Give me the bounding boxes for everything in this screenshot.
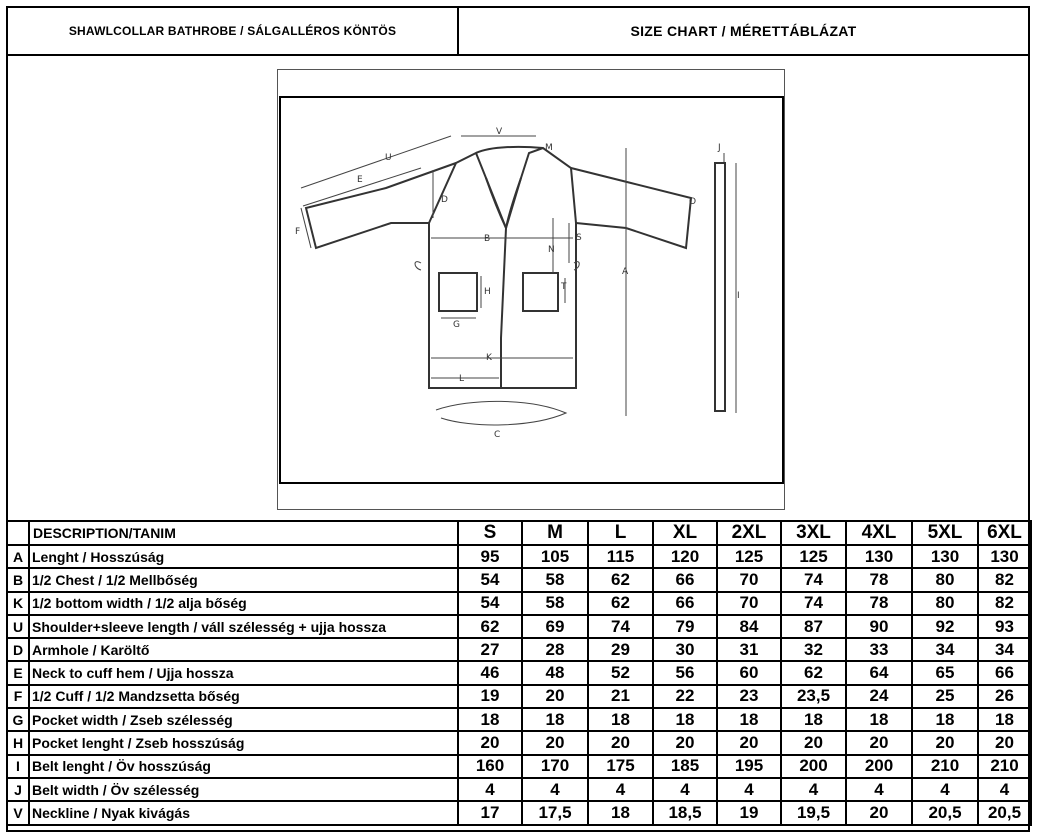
- measure-description: Neck to cuff hem / Ujja hossza: [29, 661, 458, 684]
- product-title: SHAWLCOLLAR BATHROBE / SÁLGALLÉROS KÖNTÖS: [6, 6, 459, 56]
- measure-value: 22: [653, 685, 717, 708]
- measure-description: Lenght / Hosszúság: [29, 545, 458, 568]
- size-header: 6XL: [978, 521, 1031, 545]
- measure-value: 34: [912, 638, 978, 661]
- bathrobe-diagram: [279, 96, 784, 484]
- measure-value: 30: [653, 638, 717, 661]
- table-row: [7, 731, 1031, 754]
- measure-value: 175: [588, 755, 653, 778]
- measure-value: 18: [588, 801, 653, 824]
- measure-value: 74: [781, 568, 846, 591]
- measure-value: 18: [978, 708, 1031, 731]
- measure-value: 20: [781, 731, 846, 754]
- measure-value: 170: [522, 755, 588, 778]
- measure-value: 70: [717, 568, 781, 591]
- measure-description: 1/2 Chest / 1/2 Mellbőség: [29, 568, 458, 591]
- measure-value: 20: [522, 731, 588, 754]
- measure-value: 66: [653, 568, 717, 591]
- svg-text:M: M: [545, 143, 553, 153]
- measure-value: 4: [717, 778, 781, 801]
- svg-text:N: N: [548, 245, 555, 255]
- measure-value: 130: [912, 545, 978, 568]
- measure-value: 20: [846, 731, 912, 754]
- measure-description: Pocket lenght / Zseb hosszúság: [29, 731, 458, 754]
- measure-value: 17: [458, 801, 522, 824]
- table-row: [7, 545, 1031, 568]
- svg-text:L: L: [459, 374, 465, 384]
- svg-text:D: D: [441, 195, 448, 205]
- measure-value: 4: [588, 778, 653, 801]
- measure-value: 20: [522, 685, 588, 708]
- measure-value: 19: [458, 685, 522, 708]
- measure-value: 20: [978, 731, 1031, 754]
- measure-value: 17,5: [522, 801, 588, 824]
- measure-value: 80: [912, 592, 978, 615]
- svg-text:I: I: [737, 291, 740, 301]
- measure-code: U: [7, 615, 29, 638]
- measure-code: J: [7, 778, 29, 801]
- measure-value: 66: [978, 661, 1031, 684]
- measure-code: D: [7, 638, 29, 661]
- svg-text:A: A: [622, 267, 629, 277]
- size-header: XL: [653, 521, 717, 545]
- measure-description: Neckline / Nyak kivágás: [29, 801, 458, 824]
- table-row: [7, 708, 1031, 731]
- code-header: [7, 521, 29, 545]
- measure-value: 79: [653, 615, 717, 638]
- size-header: 2XL: [717, 521, 781, 545]
- size-header-row: [7, 521, 1031, 545]
- measure-value: 18: [522, 708, 588, 731]
- measure-value: 4: [912, 778, 978, 801]
- measure-description: Belt lenght / Öv hosszúság: [29, 755, 458, 778]
- measure-value: 65: [912, 661, 978, 684]
- measure-value: 82: [978, 568, 1031, 591]
- measure-code: F: [7, 685, 29, 708]
- measure-value: 27: [458, 638, 522, 661]
- measure-value: 48: [522, 661, 588, 684]
- measure-value: 54: [458, 592, 522, 615]
- measure-value: 4: [522, 778, 588, 801]
- measure-value: 125: [717, 545, 781, 568]
- measure-value: 105: [522, 545, 588, 568]
- measure-value: 115: [588, 545, 653, 568]
- measure-value: 18: [653, 708, 717, 731]
- measure-value: 20: [717, 731, 781, 754]
- measure-value: 160: [458, 755, 522, 778]
- measure-value: 19: [717, 801, 781, 824]
- measure-value: 18: [717, 708, 781, 731]
- size-table: [6, 520, 1032, 826]
- measure-value: 64: [846, 661, 912, 684]
- table-row: [7, 568, 1031, 591]
- measure-value: 200: [846, 755, 912, 778]
- measure-value: 62: [588, 568, 653, 591]
- measure-value: 34: [978, 638, 1031, 661]
- measure-value: 69: [522, 615, 588, 638]
- measure-value: 23: [717, 685, 781, 708]
- measure-value: 90: [846, 615, 912, 638]
- measure-value: 87: [781, 615, 846, 638]
- svg-text:B: B: [484, 234, 491, 244]
- measure-code: H: [7, 731, 29, 754]
- measure-value: 130: [978, 545, 1031, 568]
- measure-value: 210: [912, 755, 978, 778]
- measure-value: 18: [912, 708, 978, 731]
- measure-value: 70: [717, 592, 781, 615]
- measure-code: K: [7, 592, 29, 615]
- measure-value: 80: [912, 568, 978, 591]
- svg-text:O: O: [689, 197, 697, 207]
- measure-value: 120: [653, 545, 717, 568]
- measure-value: 185: [653, 755, 717, 778]
- measure-value: 20,5: [978, 801, 1031, 824]
- measure-description: 1/2 Cuff / 1/2 Mandzsetta bőség: [29, 685, 458, 708]
- measure-value: 4: [781, 778, 846, 801]
- svg-text:U: U: [385, 153, 392, 163]
- measure-value: 18: [781, 708, 846, 731]
- measure-value: 210: [978, 755, 1031, 778]
- svg-text:K: K: [486, 353, 492, 363]
- measure-value: 74: [781, 592, 846, 615]
- svg-text:V: V: [496, 127, 503, 137]
- table-row: [7, 685, 1031, 708]
- measure-value: 78: [846, 592, 912, 615]
- measure-value: 25: [912, 685, 978, 708]
- measure-value: 92: [912, 615, 978, 638]
- size-header: 3XL: [781, 521, 846, 545]
- measure-description: Pocket width / Zseb szélesség: [29, 708, 458, 731]
- measure-value: 20: [912, 731, 978, 754]
- table-row: [7, 592, 1031, 615]
- measure-value: 52: [588, 661, 653, 684]
- measure-value: 28: [522, 638, 588, 661]
- bathrobe-sketch: [281, 98, 782, 482]
- svg-text:C: C: [494, 430, 501, 440]
- measure-value: 78: [846, 568, 912, 591]
- measure-value: 62: [458, 615, 522, 638]
- measure-value: 93: [978, 615, 1031, 638]
- measure-code: G: [7, 708, 29, 731]
- table-row: [7, 778, 1031, 801]
- measure-value: 200: [781, 755, 846, 778]
- measure-code: E: [7, 661, 29, 684]
- size-chart-title: SIZE CHART / MÉRETTÁBLÁZAT: [457, 6, 1030, 56]
- measure-value: 4: [458, 778, 522, 801]
- measure-value: 195: [717, 755, 781, 778]
- measure-value: 33: [846, 638, 912, 661]
- measure-value: 82: [978, 592, 1031, 615]
- size-header: S: [458, 521, 522, 545]
- measure-value: 74: [588, 615, 653, 638]
- measure-description: Armhole / Karöltő: [29, 638, 458, 661]
- measure-value: 4: [653, 778, 717, 801]
- measure-value: 4: [846, 778, 912, 801]
- svg-text:S: S: [576, 233, 582, 243]
- description-header: DESCRIPTION/TANIM: [29, 521, 458, 545]
- measure-value: 31: [717, 638, 781, 661]
- table-row: [7, 755, 1031, 778]
- measure-value: 130: [846, 545, 912, 568]
- measure-value: 54: [458, 568, 522, 591]
- measure-value: 32: [781, 638, 846, 661]
- measure-value: 29: [588, 638, 653, 661]
- measure-description: Belt width / Öv szélesség: [29, 778, 458, 801]
- measure-value: 62: [588, 592, 653, 615]
- measure-value: 19,5: [781, 801, 846, 824]
- measure-code: B: [7, 568, 29, 591]
- table-row: [7, 801, 1031, 824]
- measure-value: 21: [588, 685, 653, 708]
- measure-value: 4: [978, 778, 1031, 801]
- measure-value: 18: [588, 708, 653, 731]
- measure-value: 20: [846, 801, 912, 824]
- measure-value: 18: [846, 708, 912, 731]
- table-row: [7, 615, 1031, 638]
- measure-value: 56: [653, 661, 717, 684]
- size-header: L: [588, 521, 653, 545]
- measure-value: 20: [458, 731, 522, 754]
- table-row: [7, 638, 1031, 661]
- measure-value: 60: [717, 661, 781, 684]
- measure-value: 20: [588, 731, 653, 754]
- svg-text:F: F: [295, 227, 301, 237]
- measure-value: 62: [781, 661, 846, 684]
- measure-value: 26: [978, 685, 1031, 708]
- size-header: M: [522, 521, 588, 545]
- measure-value: 58: [522, 568, 588, 591]
- size-header: 5XL: [912, 521, 978, 545]
- measure-value: 23,5: [781, 685, 846, 708]
- measure-value: 18: [458, 708, 522, 731]
- measure-value: 20,5: [912, 801, 978, 824]
- svg-text:G: G: [453, 320, 460, 330]
- measure-code: V: [7, 801, 29, 824]
- measure-value: 18,5: [653, 801, 717, 824]
- size-header: 4XL: [846, 521, 912, 545]
- measure-value: 66: [653, 592, 717, 615]
- svg-text:T: T: [561, 282, 567, 292]
- svg-text:J: J: [718, 143, 721, 153]
- measure-value: 24: [846, 685, 912, 708]
- measure-code: I: [7, 755, 29, 778]
- measure-description: 1/2 bottom width / 1/2 alja bőség: [29, 592, 458, 615]
- svg-text:H: H: [484, 287, 491, 297]
- measure-description: Shoulder+sleeve length / váll szélesség + ujja hossza: [29, 615, 458, 638]
- measure-code: A: [7, 545, 29, 568]
- measure-value: 20: [653, 731, 717, 754]
- table-row: [7, 661, 1031, 684]
- svg-text:E: E: [357, 175, 363, 185]
- measure-value: 95: [458, 545, 522, 568]
- measure-value: 125: [781, 545, 846, 568]
- measure-value: 46: [458, 661, 522, 684]
- measure-value: 58: [522, 592, 588, 615]
- measure-value: 84: [717, 615, 781, 638]
